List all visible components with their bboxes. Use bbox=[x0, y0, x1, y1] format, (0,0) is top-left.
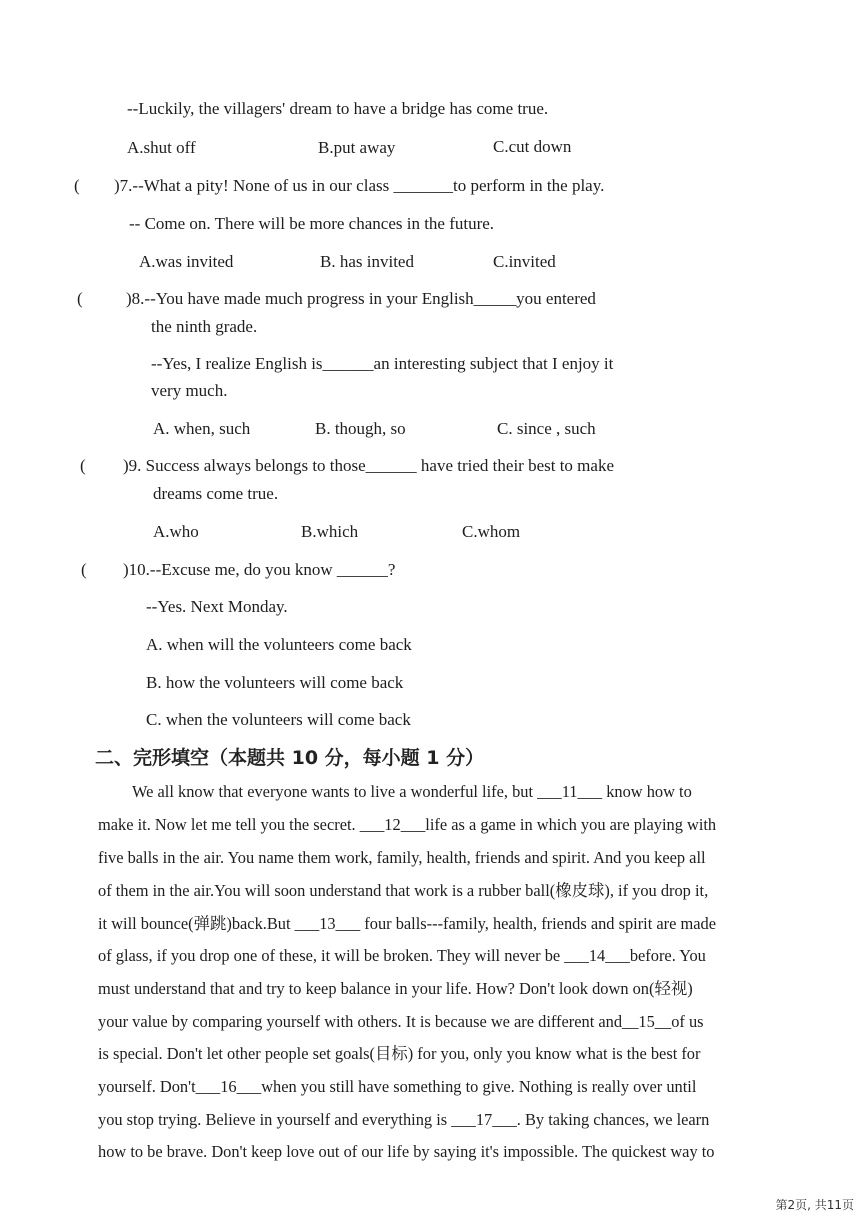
q10-option-c: C. when the volunteers will come back bbox=[146, 710, 411, 729]
cloze-line-6: of glass, if you drop one of these, it will be broken. They will never be ___14___before. You bbox=[98, 946, 706, 965]
q9-option-b: B.which bbox=[301, 522, 359, 541]
q8-reply-line1: --Yes, I realize English is______an interesting subject that I enjoy it bbox=[151, 354, 614, 373]
section-heading-cloze: 二、完形填空（本题共 10 分，每小题 1 分） bbox=[95, 747, 485, 769]
q8-question-line2: the ninth grade. bbox=[151, 317, 258, 336]
q10-reply: --Yes. Next Monday. bbox=[146, 597, 288, 616]
q9-answer-paren: ( bbox=[80, 456, 86, 475]
q6-option-c: C.cut down bbox=[493, 137, 572, 156]
q6-answer-line: --Luckily, the villagers' dream to have a bridge has come true. bbox=[127, 99, 549, 118]
q7-question: )7.--What a pity! None of us in our class _______to perform in the play. bbox=[114, 176, 605, 195]
cloze-line-8: your value by comparing yourself with others. It is because we are different and__15__of us bbox=[98, 1012, 704, 1031]
page-number: 第2页, 共11页 bbox=[775, 1198, 854, 1212]
q8-option-a: A. when, such bbox=[153, 419, 251, 438]
q9-option-a: A.who bbox=[153, 522, 199, 541]
q10-option-a: A. when will the volunteers come back bbox=[146, 635, 412, 654]
q8-answer-paren: ( bbox=[77, 289, 83, 308]
q6-option-a: A.shut off bbox=[127, 138, 196, 157]
q8-reply-line2: very much. bbox=[151, 381, 228, 400]
q9-question-line2: dreams come true. bbox=[153, 484, 279, 503]
q8-question-line1: )8.--You have made much progress in your English_____you entered bbox=[126, 289, 596, 308]
cloze-line-3: five balls in the air. You name them work, family, health, friends and spirit. And you keep all bbox=[98, 848, 706, 867]
cloze-line-7: must understand that and try to keep balance in your life. How? Don't look down on(轻视) bbox=[98, 979, 693, 998]
q7-reply: -- Come on. There will be more chances in the future. bbox=[129, 214, 495, 233]
cloze-line-5: it will bounce(弹跳)back.But ___13___ four balls---family, health, friends and spirit are made bbox=[98, 914, 716, 933]
cloze-line-10: yourself. Don't___16___when you still have something to give. Nothing is really over until bbox=[98, 1077, 697, 1096]
q9-option-c: C.whom bbox=[462, 522, 521, 541]
q7-option-a: A.was invited bbox=[139, 252, 234, 271]
cloze-line-4: of them in the air.You will soon understand that work is a rubber ball(橡皮球), if you drop it, bbox=[98, 881, 709, 900]
q7-option-c: C.invited bbox=[493, 252, 556, 271]
cloze-line-11: you stop trying. Believe in yourself and everything is ___17___. By taking chances, we learn bbox=[98, 1110, 710, 1129]
cloze-line-1: We all know that everyone wants to live a wonderful life, but ___11___ know how to bbox=[132, 782, 692, 801]
q10-answer-paren: ( bbox=[81, 560, 87, 579]
q10-option-b: B. how the volunteers will come back bbox=[146, 673, 404, 692]
cloze-line-12: how to be brave. Don't keep love out of our life by saying it's impossible. The quickest way to bbox=[98, 1142, 715, 1161]
q7-answer-paren: ( bbox=[74, 176, 80, 195]
q6-option-b: B.put away bbox=[318, 138, 396, 157]
q8-option-c: C. since , such bbox=[497, 419, 596, 438]
cloze-line-2: make it. Now let me tell you the secret. ___12___life as a game in which you are playing with bbox=[98, 815, 717, 834]
q9-question-line1: )9. Success always belongs to those______ have tried their best to make bbox=[123, 456, 614, 475]
cloze-line-9: is special. Don't let other people set goals(目标) for you, only you know what is the best for bbox=[98, 1044, 701, 1063]
q7-option-b: B. has invited bbox=[320, 252, 414, 271]
q10-question: )10.--Excuse me, do you know ______? bbox=[123, 560, 396, 579]
q8-option-b: B. though, so bbox=[315, 419, 406, 438]
